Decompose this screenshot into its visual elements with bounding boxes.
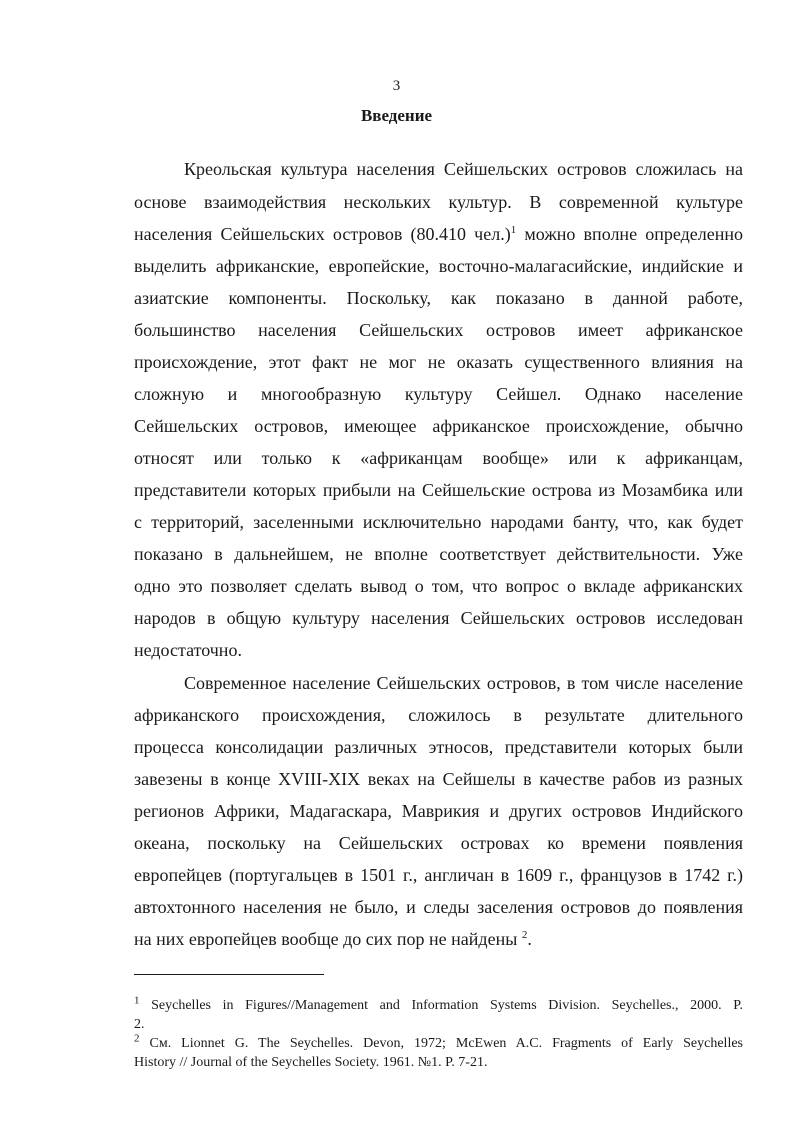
text-line: европейцев (португальцев в 1501 г., англичан в 1609 г., французов в 1742 г.) bbox=[134, 865, 743, 885]
text-line: азиатские компоненты. Поскольку, как показано в данной работе, bbox=[134, 288, 743, 308]
footnote-2-cont: History // Journal of the Seychelles Society. 1961. №1. P. 7-21. bbox=[134, 1055, 488, 1070]
text-line: одно это позволяет сделать вывод о том, что вопрос о вкладе африканских bbox=[134, 576, 743, 596]
text-line: с территорий, заселенными исключительно народами банту, что, как будет bbox=[134, 512, 743, 532]
text-line: завезены в конце XVIII-XIX веках на Сейшелы в качестве рабов из разных bbox=[134, 769, 743, 789]
text-line: большинство населения Сейшельских островов имеет африканское bbox=[134, 320, 743, 340]
footnote-mark: 2 bbox=[134, 1032, 140, 1045]
footnote-ref: 1 bbox=[510, 224, 517, 236]
text-line-part: можно вполне определенно bbox=[516, 224, 743, 244]
footnote-1 bbox=[134, 994, 743, 1014]
text-line: представители которых прибыли на Сейшельские острова из Мозамбика или bbox=[134, 480, 743, 500]
text-line: Сейшельских островов, имеющее африканское происхождение, обычно bbox=[134, 416, 743, 436]
text-line: регионов Африки, Мадагаскара, Маврикия и других островов Индийского bbox=[134, 801, 743, 821]
footnote-ref: 2 bbox=[521, 929, 528, 941]
text-line-part: на них европейцев вообще до сих пор не найдены bbox=[134, 929, 518, 949]
text-line: относят или только к «африканцам вообще» или к африканцам, bbox=[134, 448, 743, 468]
footnote-mark: 1 bbox=[134, 994, 140, 1007]
text-line: сложную и многообразную культуру Сейшел. Однако население bbox=[134, 384, 743, 404]
footnote-1-cont: 2. bbox=[134, 1017, 145, 1032]
footnote-2 bbox=[134, 1032, 743, 1052]
text-line: показано в дальнейшем, не вполне соответствует действительности. Уже bbox=[134, 544, 743, 564]
footnote-text: Seychelles in Figures//Management and Information Systems Division. Seychelles., 2000. P. bbox=[139, 998, 743, 1013]
text-line-part: . bbox=[527, 929, 532, 949]
text-line bbox=[134, 924, 743, 955]
text-line: Креольская культура населения Сейшельских островов сложилась на bbox=[184, 159, 743, 179]
footnote-text: См. Lionnet G. The Seychelles. Devon, 1972; McEwen A.C. Fragments of Early Seychelles bbox=[139, 1036, 743, 1051]
text-line bbox=[134, 219, 743, 250]
footnote-separator bbox=[134, 974, 324, 975]
text-line: океана, поскольку на Сейшельских островах ко времени появления bbox=[134, 833, 743, 853]
page-title: Введение bbox=[360, 106, 433, 125]
text-line: основе взаимодействия нескольких культур. В современной культуре bbox=[134, 192, 743, 212]
page-number: 3 bbox=[392, 78, 401, 94]
text-line-part: населения Сейшельских островов (80.410 чел.) bbox=[134, 224, 511, 244]
text-line: выделить африканские, европейские, восточно-малагасийские, индийские и bbox=[134, 256, 743, 276]
text-line: происхождение, этот факт не мог не оказать существенного влияния на bbox=[134, 352, 743, 372]
text-line: процесса консолидации различных этносов, представители которых были bbox=[134, 737, 743, 757]
text-line: автохтонного населения не было, и следы заселения островов до появления bbox=[134, 897, 743, 917]
text-line: Современное население Сейшельских островов, в том числе население bbox=[184, 673, 743, 693]
text-line: недостаточно. bbox=[134, 640, 242, 660]
text-line: народов в общую культуру населения Сейшельских островов исследован bbox=[134, 608, 743, 628]
text-line: африканского происхождения, сложилось в результате длительного bbox=[134, 705, 743, 725]
